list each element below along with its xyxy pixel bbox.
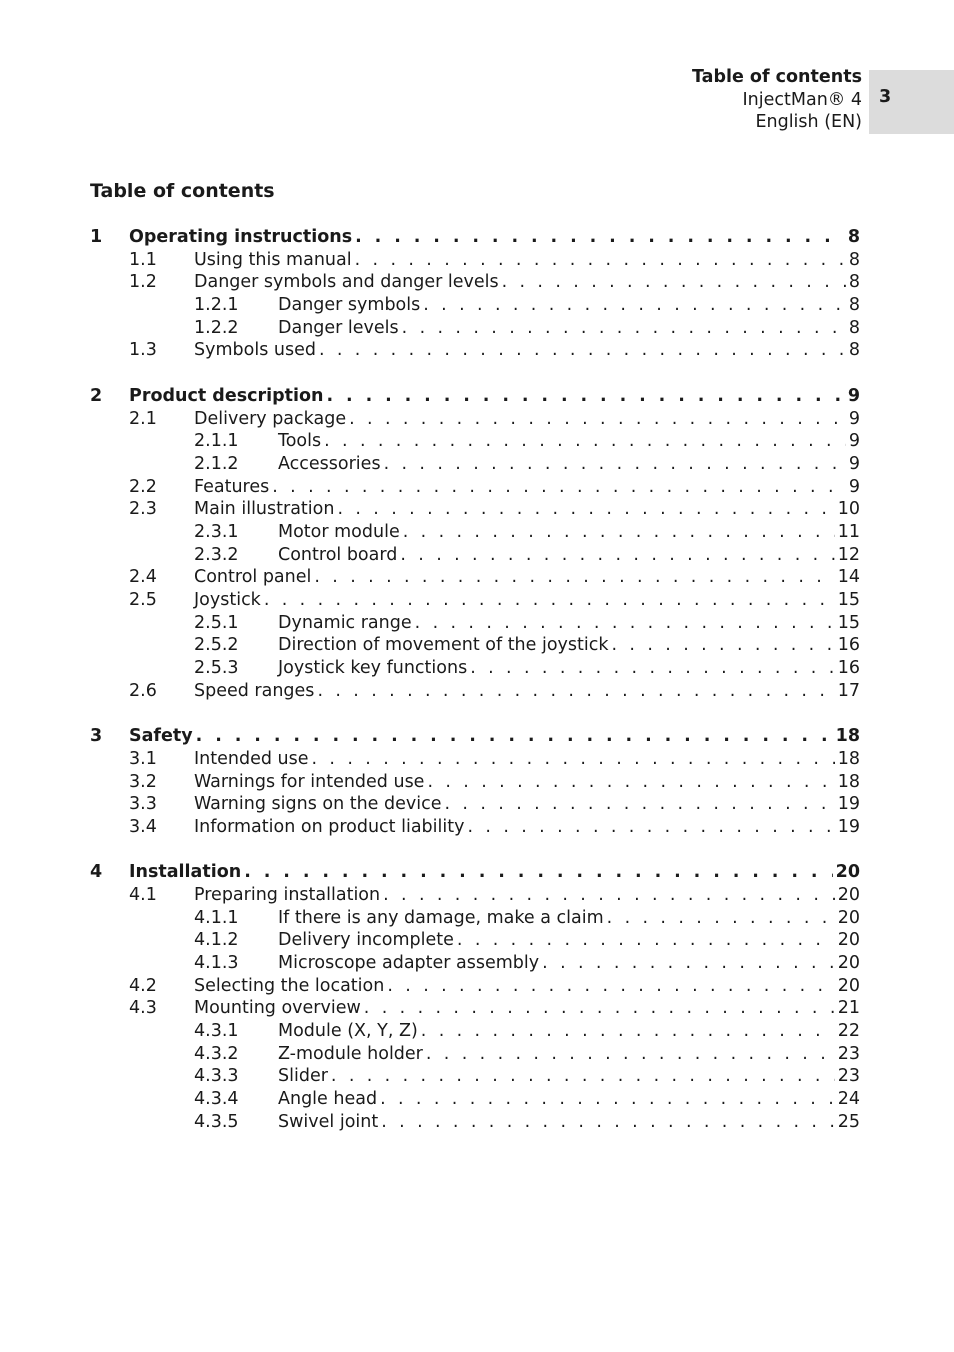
entry-page-number: 14 <box>837 567 860 588</box>
entry-title: Features <box>194 476 270 497</box>
dot-leader <box>337 498 834 521</box>
entry-title: Z-module holder <box>278 1043 423 1064</box>
entry-page-number: 23 <box>837 1043 860 1064</box>
entry-number: 3.1 <box>129 748 157 769</box>
dot-leader <box>381 1111 835 1134</box>
dot-leader <box>264 589 835 612</box>
dot-leader <box>502 271 846 294</box>
entry-page-number: 24 <box>837 1089 860 1110</box>
toc-entry-2-1-2[interactable] <box>90 453 860 476</box>
toc-entry-3-4[interactable] <box>90 816 860 839</box>
entry-page-number: 15 <box>837 590 860 610</box>
toc-entry-2-5-1[interactable] <box>90 612 860 635</box>
toc-entry-2-1[interactable] <box>90 408 860 431</box>
dot-leader <box>364 997 835 1020</box>
entry-number: 4.2 <box>129 975 157 996</box>
entry-title: Swivel joint <box>278 1111 379 1132</box>
dot-leader <box>314 566 834 589</box>
entry-number: 2.1.2 <box>194 453 239 474</box>
entry-title: Using this manual <box>194 249 352 270</box>
toc-entry-4-3-3[interactable] <box>90 1065 860 1088</box>
entry-title: Delivery package <box>194 408 347 429</box>
dot-leader <box>244 861 832 884</box>
dot-leader <box>326 385 844 408</box>
entry-page-number: 16 <box>837 635 860 656</box>
entry-number: 4.3.3 <box>194 1066 239 1087</box>
entry-number: 4.1.1 <box>194 907 239 928</box>
dot-leader <box>324 430 846 453</box>
entry-page-number: 23 <box>837 1066 860 1087</box>
dot-leader <box>470 657 835 680</box>
entry-title: Slider <box>278 1066 328 1087</box>
entry-page-number: 9 <box>847 385 860 406</box>
toc-chapter-4[interactable] <box>90 861 860 884</box>
entry-page-number: 17 <box>837 680 860 701</box>
toc-entry-4-3-5[interactable] <box>90 1111 860 1134</box>
entry-title: Warning signs on the device <box>194 794 442 815</box>
toc-entry-1-2-1[interactable] <box>90 294 860 317</box>
dot-leader <box>400 544 834 567</box>
entry-number: 2.1 <box>129 408 157 429</box>
entry-page-number: 8 <box>847 227 860 247</box>
toc-entry-4-1-1[interactable] <box>90 907 860 930</box>
entry-number: 4.3.1 <box>194 1021 239 1042</box>
dot-leader <box>445 793 835 816</box>
entry-number: 1.2 <box>129 272 157 293</box>
entry-number: 3.4 <box>129 816 157 837</box>
entry-page-number: 20 <box>837 907 860 928</box>
entry-number: 3.2 <box>129 771 157 792</box>
toc-entry-3-1[interactable] <box>90 748 860 771</box>
toc-entry-4-2[interactable] <box>90 975 860 998</box>
entry-page-number: 20 <box>837 930 860 951</box>
entry-page-number: 25 <box>837 1111 860 1132</box>
toc-chapter-3[interactable] <box>90 725 860 748</box>
entry-title: Preparing installation <box>194 884 381 905</box>
entry-title: Operating instructions <box>129 227 353 247</box>
entry-title: Symbols used <box>194 340 316 361</box>
entry-number: 2.6 <box>129 680 157 701</box>
entry-number: 4.1 <box>129 884 157 905</box>
dot-leader <box>402 317 846 340</box>
entry-title: If there is any damage, make a claim <box>278 907 604 928</box>
dot-leader <box>383 884 835 907</box>
entry-page-number: 20 <box>837 975 860 996</box>
entry-number: 1.3 <box>129 340 157 361</box>
header-product: InjectMan® 4 <box>742 89 862 110</box>
dot-leader <box>387 975 834 998</box>
entry-number: 1.1 <box>129 249 157 270</box>
entry-page-number: 20 <box>835 862 860 883</box>
toc-entry-2-3-1[interactable] <box>90 521 860 544</box>
dot-leader <box>467 816 834 839</box>
entry-number: 2.5.3 <box>194 658 239 679</box>
entry-number: 4.3 <box>129 998 157 1019</box>
entry-title: Danger symbols <box>278 295 421 316</box>
entry-page-number: 10 <box>837 499 860 520</box>
entry-page-number: 15 <box>837 612 860 633</box>
entry-title: Motor module <box>278 521 400 542</box>
toc-entry-2-5-3[interactable] <box>90 657 860 680</box>
entry-page-number: 19 <box>837 794 860 815</box>
entry-title: Control board <box>278 544 398 565</box>
toc-entry-2-3[interactable] <box>90 498 860 521</box>
toc-entry-2-6[interactable] <box>90 680 860 703</box>
entry-title: Information on product liability <box>194 816 465 837</box>
dot-leader <box>426 1043 835 1066</box>
entry-number: 1.2.1 <box>194 295 239 316</box>
entry-title: Warnings for intended use <box>194 771 425 792</box>
dot-leader <box>457 929 835 952</box>
entry-title: Product description <box>129 385 324 406</box>
toc-entry-1-3[interactable] <box>90 339 860 362</box>
toc-chapter-2[interactable] <box>90 385 860 408</box>
dot-leader <box>423 294 846 317</box>
dot-leader <box>317 680 834 703</box>
entry-number: 3 <box>90 726 103 747</box>
page-number-tab <box>869 70 954 134</box>
entry-number: 2.1.1 <box>194 431 239 452</box>
dot-leader <box>415 612 835 635</box>
toc-entry-2-2[interactable] <box>90 476 860 499</box>
entry-title: Tools <box>278 431 322 452</box>
entry-page-number: 8 <box>848 317 860 338</box>
toc-entry-2-5[interactable] <box>90 589 860 612</box>
entry-number: 4.1.2 <box>194 930 239 951</box>
entry-number: 2.5.2 <box>194 635 239 656</box>
entry-page-number: 8 <box>848 272 860 293</box>
dot-leader <box>349 408 846 431</box>
dot-leader <box>312 748 835 771</box>
entry-number: 4.3.5 <box>194 1111 239 1132</box>
entry-number: 2 <box>90 385 103 406</box>
entry-page-number: 9 <box>848 408 860 429</box>
dot-leader <box>272 476 846 499</box>
entry-number: 4.3.2 <box>194 1043 239 1064</box>
entry-title: Intended use <box>194 748 309 769</box>
entry-title: Selecting the location <box>194 975 385 996</box>
toc-entry-3-2[interactable] <box>90 771 860 794</box>
toc-heading: Table of contents <box>90 180 275 202</box>
toc-section <box>90 725 860 838</box>
entry-page-number: 9 <box>848 431 860 452</box>
toc-entry-3-3[interactable] <box>90 793 860 816</box>
entry-number: 4.1.3 <box>194 953 239 973</box>
toc-entry-4-3[interactable] <box>90 997 860 1020</box>
toc-entry-1-2[interactable] <box>90 271 860 294</box>
entry-page-number: 16 <box>837 658 860 679</box>
entry-page-number: 21 <box>837 998 860 1019</box>
entry-title: Installation <box>129 862 242 883</box>
entry-title: Control panel <box>194 567 312 588</box>
entry-number: 2.5 <box>129 590 157 610</box>
dot-leader <box>612 634 835 657</box>
entry-title: Joystick <box>194 590 261 610</box>
toc-entry-4-3-2[interactable] <box>90 1043 860 1066</box>
entry-title: Danger levels <box>278 317 399 338</box>
entry-title: Mounting overview <box>194 998 361 1019</box>
entry-number: 2.2 <box>129 476 157 497</box>
header-title: Table of contents <box>691 67 862 87</box>
toc-entry-2-3-2[interactable] <box>90 544 860 567</box>
dot-leader <box>403 521 835 544</box>
entry-title: Danger symbols and danger levels <box>194 272 499 293</box>
entry-number: 1 <box>90 227 103 247</box>
entry-title: Joystick key functions <box>278 658 468 679</box>
entry-page-number: 11 <box>837 521 860 542</box>
entry-title: Angle head <box>278 1089 378 1110</box>
dot-leader <box>380 1088 835 1111</box>
entry-page-number: 8 <box>848 340 860 361</box>
toc-entry-4-1[interactable] <box>90 884 860 907</box>
entry-number: 4 <box>90 862 103 883</box>
table-of-contents <box>90 226 860 1156</box>
entry-title: Speed ranges <box>194 680 315 701</box>
toc-entry-4-3-4[interactable] <box>90 1088 860 1111</box>
dot-leader <box>319 339 846 362</box>
entry-number: 4.3.4 <box>194 1089 239 1110</box>
dot-leader <box>542 952 835 975</box>
entry-title: Safety <box>129 726 193 747</box>
entry-page-number: 18 <box>835 726 860 747</box>
entry-title: Accessories <box>278 453 381 474</box>
entry-page-number: 9 <box>848 476 860 497</box>
toc-entry-4-1-3[interactable] <box>90 952 860 975</box>
entry-title: Main illustration <box>194 499 335 520</box>
entry-title: Microscope adapter assembly <box>278 953 540 973</box>
entry-number: 2.3.2 <box>194 544 239 565</box>
entry-number: 2.3.1 <box>194 521 239 542</box>
dot-leader <box>196 725 833 748</box>
entry-number: 2.4 <box>129 567 157 588</box>
entry-title: Delivery incomplete <box>278 930 454 951</box>
toc-section <box>90 861 860 1133</box>
dot-leader <box>331 1065 835 1088</box>
toc-entry-2-1-1[interactable] <box>90 430 860 453</box>
dot-leader <box>607 907 835 930</box>
page-header <box>692 66 862 134</box>
entry-title: Dynamic range <box>278 612 412 633</box>
entry-page-number: 20 <box>837 884 860 905</box>
entry-number: 2.5.1 <box>194 612 239 633</box>
toc-section <box>90 385 860 703</box>
dot-leader <box>427 771 834 794</box>
entry-page-number: 22 <box>837 1021 860 1042</box>
entry-page-number: 8 <box>848 295 860 316</box>
entry-page-number: 12 <box>837 544 860 565</box>
entry-number: 3.3 <box>129 794 157 815</box>
entry-title: Direction of movement of the joystick <box>278 635 609 656</box>
toc-section <box>90 226 860 362</box>
entry-page-number: 19 <box>837 816 860 837</box>
dot-leader <box>384 453 846 476</box>
toc-entry-1-1[interactable] <box>90 249 860 272</box>
toc-entry-2-4[interactable] <box>90 566 860 589</box>
dot-leader <box>355 226 845 249</box>
entry-page-number: 8 <box>848 249 860 270</box>
entry-title: Module (X, Y, Z) <box>278 1021 418 1042</box>
entry-number: 1.2.2 <box>194 317 239 338</box>
toc-chapter-1[interactable] <box>90 226 860 249</box>
entry-page-number: 20 <box>837 953 860 973</box>
page-number: 3 <box>879 87 892 107</box>
header-language: English (EN) <box>755 112 862 132</box>
entry-number: 2.3 <box>129 499 157 520</box>
entry-page-number: 18 <box>837 771 860 792</box>
toc-entry-1-2-2[interactable] <box>90 317 860 340</box>
dot-leader <box>355 249 846 272</box>
toc-entry-4-1-2[interactable] <box>90 929 860 952</box>
dot-leader <box>421 1020 835 1043</box>
entry-page-number: 18 <box>837 748 860 769</box>
toc-entry-2-5-2[interactable] <box>90 634 860 657</box>
entry-page-number: 9 <box>848 453 860 474</box>
toc-entry-4-3-1[interactable] <box>90 1020 860 1043</box>
